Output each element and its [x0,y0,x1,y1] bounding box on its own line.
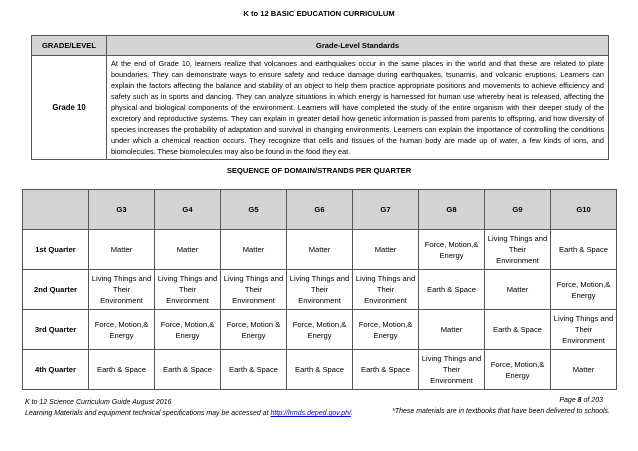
column-header: G8 [419,190,485,230]
table-row [23,270,617,310]
page-prefix: Page [559,397,578,404]
table-cell: Living Things and Their Environment [221,270,287,310]
document-title: K to 12 BASIC EDUCATION CURRICULUM [243,9,395,18]
table-cell: Living Things and Their Environment [155,270,221,310]
access-line [25,408,353,419]
standards-header-row [32,36,609,56]
table-cell: Matter [287,230,353,270]
table-cell: Matter [353,230,419,270]
table-cell: Living Things and Their Environment [419,350,485,390]
standards-row [32,56,609,160]
table-row [23,350,617,390]
table-cell: Matter [485,270,551,310]
table-cell: Earth & Space [419,270,485,310]
table-row [23,310,617,350]
column-header: G9 [485,190,551,230]
quarter-label: 3rd Quarter [23,310,89,350]
column-header: G7 [353,190,419,230]
page-of: of 203 [581,397,603,404]
guide-text: K to 12 Science Curriculum Guide August 2016 [25,399,172,406]
table-cell: Matter [155,230,221,270]
page-number: 8 [577,397,582,404]
table-cell: Matter [221,230,287,270]
sequence-title: SEQUENCE OF DOMAIN/STRANDS PER QUARTER [226,166,412,175]
table-cell: Force, Motion,& Energy [353,310,419,350]
column-header: G6 [287,190,353,230]
table-cell: Force, Motion,& Energy [551,270,617,310]
table-cell: Matter [551,350,617,390]
column-header: G3 [89,190,155,230]
table-cell: Earth & Space [353,350,419,390]
grade-cell: Grade 10 [32,56,107,160]
column-header: G4 [155,190,221,230]
column-header: G10 [551,190,617,230]
table-cell: Force, Motion & Energy [221,310,287,350]
table-cell: Earth & Space [89,350,155,390]
grade-level-header: GRADE/LEVEL [32,36,107,56]
table-cell: Force, Motion,& Energy [287,310,353,350]
access-suffix: . [350,410,353,417]
page-indicator [559,397,603,404]
table-cell: Force, Motion,& Energy [89,310,155,350]
grade-level-standards-table [31,35,609,160]
standards-text: At the end of Grade 10, learners realize that volcanoes and earthquakes occur in the same places in the world and that these are related to plate boundaries. They can demonstrate ways to ensure safety and reduce damage during earthquakes, tsunamis, and volcanic eruptions. Learners can explain the factors affecting the balance and stability of an object to help them practice appropriate positions and movements to achieve efficiency and safety such as in sports and dancing. They can analyze situations in which energy is harnessed for human use whereby heat is released, affecting the physical and biological components of the environment. Learners will have completed the study of the entire organism with their deeper study of the excretory and reproductive systems. They can explain in greater detail how genetic information is passed from parents to offspring, and how diversity of species increases the probability of adaptation and survival in changing environments. Learners can explain the importance of controlling the conditions under which a chemical reaction occurs. They recognize that cells and tissues of the human body are made up of water, a few kinds of ions, and biomolecules. These biomolecules may also be found in the food they eat. [107,56,609,160]
table-cell: Living Things and Their Environment [89,270,155,310]
table-cell: Earth & Space [221,350,287,390]
quarter-label: 1st Quarter [23,230,89,270]
table-cell: Earth & Space [287,350,353,390]
table-cell: Earth & Space [551,230,617,270]
column-header: G5 [221,190,287,230]
quarter-label: 4th Quarter [23,350,89,390]
table-cell: Force, Motion,& Energy [419,230,485,270]
standards-header: Grade-Level Standards [107,36,609,56]
corner-header [23,190,89,230]
quarter-label: 2nd Quarter [23,270,89,310]
table-cell: Earth & Space [155,350,221,390]
sequence-table [22,189,617,390]
footer-left [25,397,353,419]
table-cell: Matter [89,230,155,270]
table-cell: Force, Motion,& Energy [155,310,221,350]
sequence-header-row [23,190,617,230]
table-cell: Living Things and Their Environment [287,270,353,310]
table-cell: Matter [419,310,485,350]
table-cell: Force, Motion,& Energy [485,350,551,390]
table-cell: Living Things and Their Environment [551,310,617,350]
table-cell: Living Things and Their Environment [353,270,419,310]
table-row [23,230,617,270]
table-cell: Earth & Space [485,310,551,350]
lrmds-link[interactable]: http://lrmds.deped.gov.ph/ [270,410,351,417]
textbook-note: *These materials are in textbooks that have been delivered to schools. [392,408,610,415]
access-text: Learning Materials and equipment technical specifications may be accessed at [25,410,271,417]
table-cell: Living Things and Their Environment [485,230,551,270]
